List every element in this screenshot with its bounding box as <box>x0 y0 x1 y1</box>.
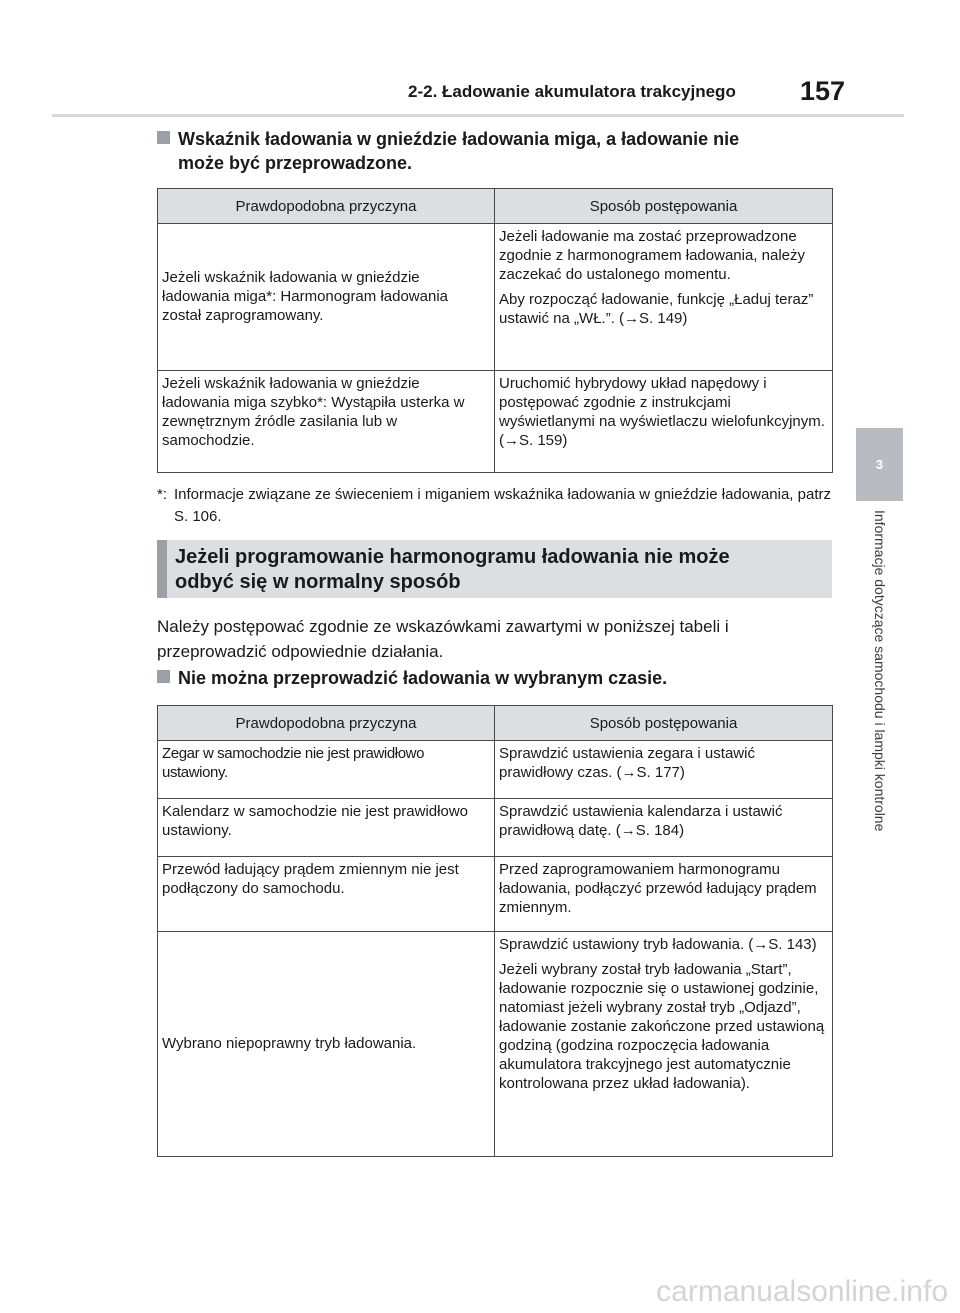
table1-header-cause: Prawdopodobna przyczyna <box>158 189 495 224</box>
page-number: 157 <box>800 76 846 106</box>
chapter-tab[interactable]: 3 <box>856 428 903 501</box>
action-paragraph: Sprawdzić ustawienia kalendarza i ustawić prawidłową datę. (→S. 184) <box>499 803 783 839</box>
chapter-title-vertical <box>852 510 908 950</box>
table-row <box>158 932 833 1157</box>
table1-cause-cell: Jeżeli wskaźnik ładowania w gnieździe ładowania miga szybko*: Wystąpiła usterka w zewnętrznym źródle zasilania lub w samochodzie. <box>158 371 495 473</box>
table-row <box>158 224 833 371</box>
section-title-line1: Jeżeli programowanie harmonogramu ładowania nie może <box>175 546 730 568</box>
header-section-title: 2-2. Ładowanie akumulatora trakcyjnego <box>408 82 736 101</box>
table2-action-cell <box>495 741 833 799</box>
table2-action-cell <box>495 857 833 932</box>
square-bullet-icon <box>157 670 170 683</box>
table1-action-cell <box>495 224 833 371</box>
action-paragraph: Jeżeli ładowanie ma zostać przeprowadzone zgodnie z harmonogramem ładowania, należy zaczekać do ustalonego momentu. <box>499 228 806 283</box>
table2-action-cell <box>495 799 833 857</box>
subsection-1-title-line2: może być przeprowadzone. <box>178 153 413 173</box>
table2-action-cell <box>495 932 833 1157</box>
chapter-title: Informacje dotyczące samochodu i lampki kontrolne <box>872 510 888 832</box>
table2-cause-cell: Przewód ładujący prądem zmiennym nie jest podłączony do samochodu. <box>158 857 495 932</box>
subsection-heading-1 <box>157 127 739 175</box>
table-row <box>158 857 833 932</box>
intro-paragraph: Należy postępować zgodnie ze wskazówkami zawartymi w poniższej tabeli i przeprowadzić odpowiednie działania. <box>157 617 729 661</box>
table-row <box>158 799 833 857</box>
action-paragraph: Uruchomić hybrydowy układ napędowy i postępować zgodnie z instrukcjami wyświetlanymi na wyświetlaczu wielofunkcyjnym. (→S. 159) <box>499 375 825 449</box>
action-paragraph: Aby rozpocząć ładowanie, funkcję „Ładuj teraz” ustawić na „WŁ.”. (→S. 149) <box>499 291 814 327</box>
table-row <box>158 741 833 799</box>
subsection-2-title: Nie można przeprowadzić ładowania w wybranym czasie. <box>178 668 668 688</box>
table2-header-cause: Prawdopodobna przyczyna <box>158 706 495 741</box>
footnote-marker: *: <box>157 486 168 503</box>
table1-header-action: Sposób postępowania <box>495 189 833 224</box>
cause-action-table-2 <box>157 705 833 1157</box>
section-heading <box>157 540 832 598</box>
table-row <box>158 371 833 473</box>
table2-cause-cell: Zegar w samochodzie nie jest prawidłowo ustawiony. <box>158 741 495 799</box>
table1-cause-cell: Jeżeli wskaźnik ładowania w gnieździe ładowania miga*: Harmonogram ładowania został zaprogramowany. <box>158 224 495 371</box>
table2-cause-cell: Kalendarz w samochodzie nie jest prawidłowo ustawiony. <box>158 799 495 857</box>
footnote-text: Informacje związane ze świeceniem i miganiem wskaźnika ładowania w gnieździe ładowania, patrz S. 106. <box>174 486 831 525</box>
cause-action-table-1 <box>157 188 833 473</box>
action-paragraph: Przed zaprogramowaniem harmonogramu ładowania, podłączyć przewód ładujący prądem zmiennym. <box>499 861 817 916</box>
header-divider <box>52 114 904 117</box>
table2-cause-cell: Wybrano niepoprawny tryb ładowania. <box>158 932 495 1157</box>
section-title-line2: odbyć się w normalny sposób <box>175 571 461 593</box>
square-bullet-icon <box>157 131 170 144</box>
subsection-1-title-line1: Wskaźnik ładowania w gnieździe ładowania miga, a ładowanie nie <box>178 129 740 149</box>
action-paragraph: Sprawdzić ustawienia zegara i ustawić prawidłowy czas. (→S. 177) <box>499 745 755 781</box>
table1-action-cell <box>495 371 833 473</box>
footnote <box>157 484 837 528</box>
table2-header-action: Sposób postępowania <box>495 706 833 741</box>
action-paragraph: Jeżeli wybrany został tryb ładowania „Start”, ładowanie rozpocznie się o ustawionej godzinie, natomiast jeżeli wybrany został tryb „Odjazd”, ładowanie zostanie zakończone przed ustawioną godziną (godzina rozpoczęcia ładowania akumulatora trakcyjnego jest automatycznie kontrolowana przez układ ładowania). <box>499 961 825 1092</box>
action-paragraph: Sprawdzić ustawiony tryb ładowania. (→S. 143) <box>499 936 817 953</box>
watermark: carmanualsonline.info <box>656 1275 948 1308</box>
section-heading-bar <box>157 540 167 598</box>
subsection-heading-2 <box>157 666 667 690</box>
